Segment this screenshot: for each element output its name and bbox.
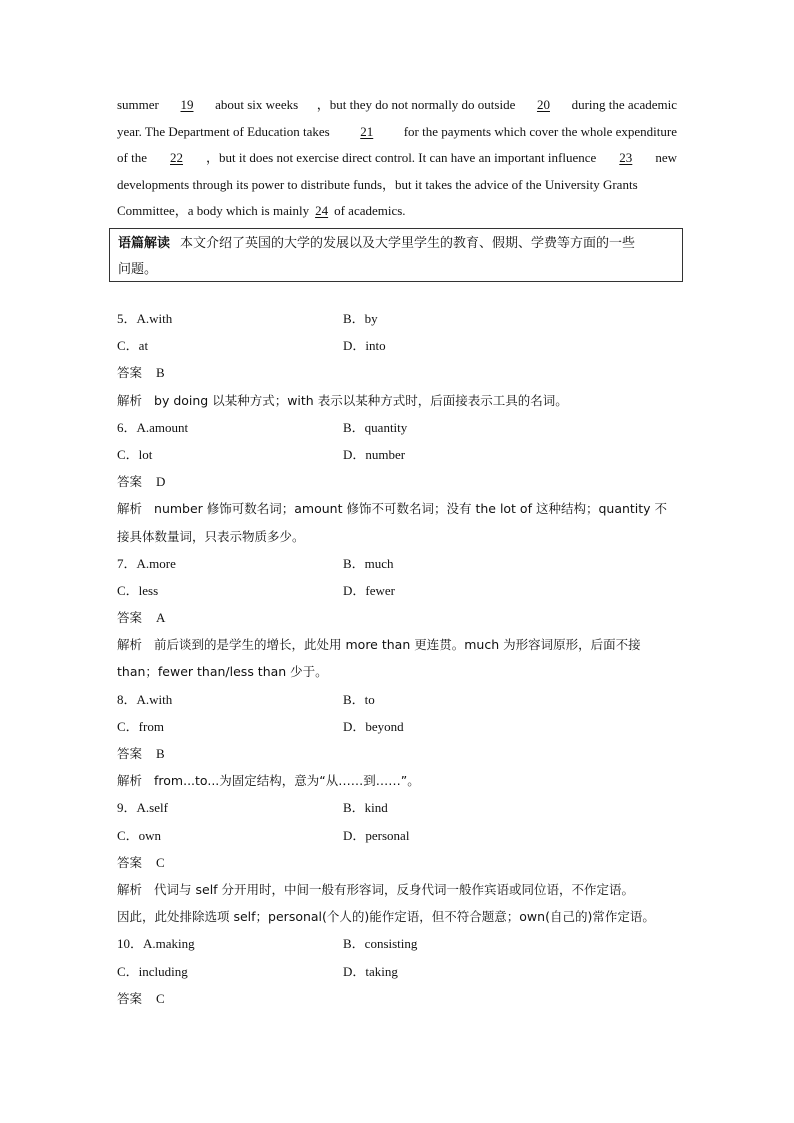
option-a: 10．A.making: [117, 936, 195, 952]
answer-value: C: [156, 990, 165, 1006]
options-row: [117, 958, 677, 985]
passage-line: [117, 92, 677, 119]
options-row: [117, 686, 677, 713]
summary-text: 本文介绍了英国的大学的发展以及大学里学生的教育、假期、学费等方面的一些: [180, 236, 636, 251]
answer-label: 答案: [117, 474, 143, 490]
option-c: C．less: [117, 582, 159, 598]
passage-line: [117, 145, 677, 172]
options-row: [117, 305, 677, 332]
explanation-text: number 修饰可数名词；amount 修饰不可数名词；没有 the lot of 这种结构；quantity 不: [154, 501, 668, 517]
options-row: [117, 930, 677, 957]
passage-text: Committee，a body which is mainly: [117, 203, 310, 218]
option-b: B．by: [343, 311, 378, 326]
explanation-text: than；fewer than/less than 少于。: [117, 664, 328, 680]
option-c: C．including: [117, 963, 188, 979]
answer-label: 答案: [117, 610, 143, 626]
explanation-row: [117, 903, 677, 930]
passage-line: [117, 172, 677, 199]
explanation-row: [117, 767, 677, 794]
explanation-row: [117, 523, 677, 550]
option-d: D．beyond: [343, 718, 404, 734]
passage-line: [117, 198, 677, 225]
explanation-label: 解析: [117, 881, 143, 897]
answer-value: B: [156, 365, 165, 381]
passage-summary-box: [109, 228, 683, 282]
answer-label: 答案: [117, 365, 143, 381]
options-row: [117, 414, 677, 441]
option-b: B．kind: [343, 800, 388, 816]
answer-row: [117, 740, 677, 767]
option-a: 9．A.self: [117, 800, 168, 816]
passage-paragraph: [117, 92, 677, 225]
passage-text: about six weeks: [215, 97, 299, 112]
explanation-text: from...to...为固定结构，意为“从……到……”。: [154, 773, 420, 789]
explanation-label: 解析: [117, 392, 143, 408]
option-b: B．much: [343, 555, 394, 571]
summary-label: 语篇解读: [118, 236, 171, 251]
blank-22: 22: [170, 150, 183, 165]
options-row: [117, 441, 677, 468]
answer-label: 答案: [117, 854, 143, 870]
option-a: 6．A.amount: [117, 419, 189, 435]
option-d: D．taking: [343, 963, 398, 979]
option-d: D．number: [343, 446, 406, 462]
option-b: B．consisting: [343, 936, 418, 952]
passage-text: year. The Department of Education takes: [117, 123, 330, 139]
blank-19: 19: [180, 97, 194, 112]
passage-text: developments through its power to distribute funds，but it takes the advice of the University Grants: [117, 176, 638, 192]
passage-line: [117, 119, 677, 146]
option-d: D．into: [343, 338, 386, 354]
passage-text: ，but it does not exercise direct control. It can have an important influence: [206, 150, 597, 165]
blank-20: 20: [536, 97, 550, 112]
option-a: 7．A.more: [117, 555, 176, 571]
answer-value: C: [156, 854, 165, 870]
explanation-label: 解析: [117, 773, 143, 789]
answer-value: B: [156, 746, 165, 761]
blank-21: 21: [360, 123, 374, 139]
passage-text: of academics.: [334, 203, 406, 218]
summary-text: 问题。: [118, 262, 158, 277]
explanation-text: 代词与 self 分开用时，中间一般有形容词，反身代词一般作宾语或同位语，不作定语。: [154, 881, 635, 897]
option-d: D．personal: [343, 827, 410, 843]
options-row: [117, 713, 677, 740]
option-c: C．own: [117, 827, 162, 843]
explanation-row: [117, 876, 677, 903]
option-b: B．to: [343, 691, 375, 707]
answer-row: [117, 359, 677, 386]
passage-text: for the payments which cover the whole expenditure: [403, 123, 677, 139]
blank-23: 23: [619, 150, 633, 165]
answer-value: A: [156, 610, 166, 626]
explanation-row: [117, 495, 677, 522]
option-c: C．lot: [117, 446, 153, 462]
option-a: 5．A.with: [117, 311, 173, 326]
option-d: D．fewer: [343, 582, 395, 598]
answer-row: [117, 468, 677, 495]
answer-row: [117, 985, 677, 1012]
answer-row: [117, 849, 677, 876]
options-row: [117, 794, 677, 821]
passage-text: ，but they do not normally do outside: [316, 97, 516, 112]
option-c: C．at: [117, 338, 149, 354]
answer-row: [117, 604, 677, 631]
option-c: C．from: [117, 718, 164, 734]
blank-24: 24: [315, 203, 329, 218]
question-list: [117, 305, 677, 1012]
passage-text: summer: [117, 97, 159, 112]
options-row: [117, 822, 677, 849]
explanation-text: 接具体数量词，只表示物质多少。: [117, 528, 305, 544]
explanation-text: 因此，此处排除选项 self；personal(个人的)能作定语，但不符合题意；own(自己的)常作定语。: [117, 909, 655, 925]
explanation-row: [117, 631, 677, 658]
options-row: [117, 550, 677, 577]
explanation-row: [117, 387, 677, 414]
explanation-text: 前后谈到的是学生的增长，此处用 more than 更连贯。much 为形容词原形，后面不接: [154, 637, 641, 653]
option-a: 8．A.with: [117, 691, 173, 707]
explanation-text: by doing 以某种方式；with 表示以某种方式时，后面接表示工具的名词。: [154, 392, 568, 408]
passage-text: of the: [117, 150, 147, 165]
option-b: B．quantity: [343, 419, 408, 435]
passage-text: new: [655, 150, 677, 165]
answer-label: 答案: [117, 990, 143, 1006]
options-row: [117, 332, 677, 359]
explanation-label: 解析: [117, 501, 143, 517]
explanation-row: [117, 658, 677, 685]
options-row: [117, 577, 677, 604]
answer-label: 答案: [117, 746, 143, 761]
answer-value: D: [156, 474, 166, 490]
passage-text: during the academic: [571, 97, 677, 112]
explanation-label: 解析: [117, 637, 143, 653]
